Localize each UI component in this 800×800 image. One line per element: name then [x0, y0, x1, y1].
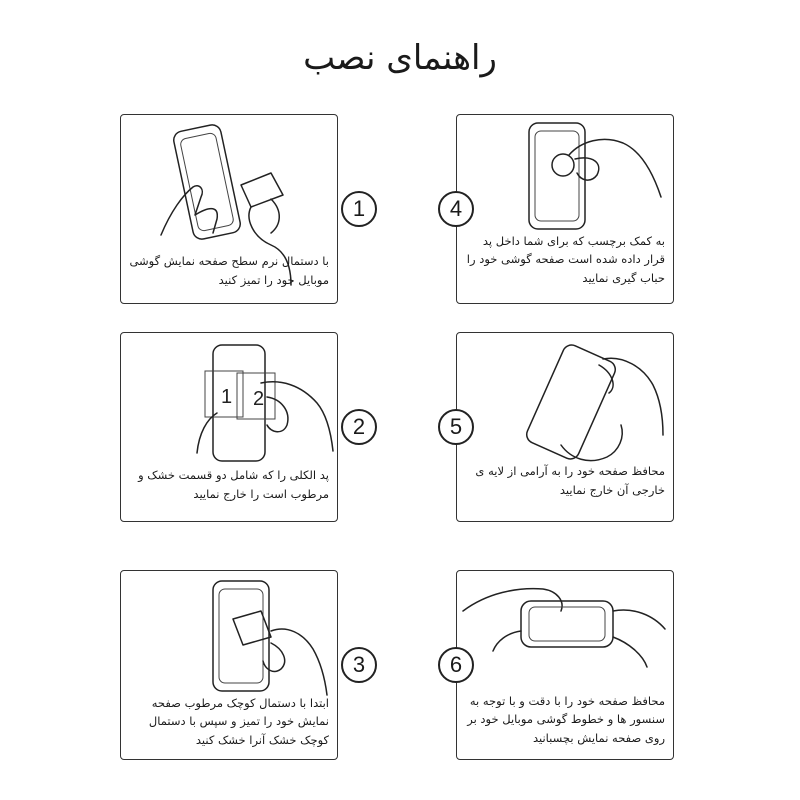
step-number-3: 3: [341, 647, 377, 683]
step-number-4: 4: [438, 191, 474, 227]
step-2-text: پد الکلی را که شامل دو قسمت خشک و مرطوب است را خارج نمایید: [138, 468, 329, 501]
page-title: راهنمای نصب: [303, 38, 497, 78]
step-5-text: محافظ صفحه خود را به آرامی از لایه ی خارجی آن خارج نمایید: [475, 464, 665, 497]
svg-text:1: 1: [221, 386, 233, 408]
step-card-5: [456, 332, 674, 522]
step-number-2: 2: [341, 409, 377, 445]
step-6-text: محافظ صفحه خود را با دقت و با توجه به سنسور ها و خطوط گوشی موبایل خود بر روی صفحه نمایش بچسبانید: [467, 693, 665, 745]
step-card-3: [120, 570, 338, 760]
step-card-1: [120, 114, 338, 304]
step-card-4: [456, 114, 674, 304]
step-card-6: [456, 570, 674, 760]
step-3-text: ابتدا با دستمال کوچک مرطوب صفحه نمایش خود را تمیز و سپس با دستمال کوچک خشک آنرا خشک کنید: [148, 695, 329, 747]
svg-text:2: 2: [253, 388, 265, 410]
step-1-text: با دستمال نرم سطح صفحه نمایش گوشی موبایل خود را تمیز کنید: [129, 254, 329, 287]
step-number-5: 5: [438, 409, 474, 445]
step-number-1: 1: [341, 191, 377, 227]
step-card-2: [120, 332, 338, 522]
step-number-6: 6: [438, 647, 474, 683]
step-4-text: به کمک برچسب که برای شما داخل پد قرار داده شده است صفحه گوشی خود را حباب گیری نمایید: [466, 233, 665, 285]
